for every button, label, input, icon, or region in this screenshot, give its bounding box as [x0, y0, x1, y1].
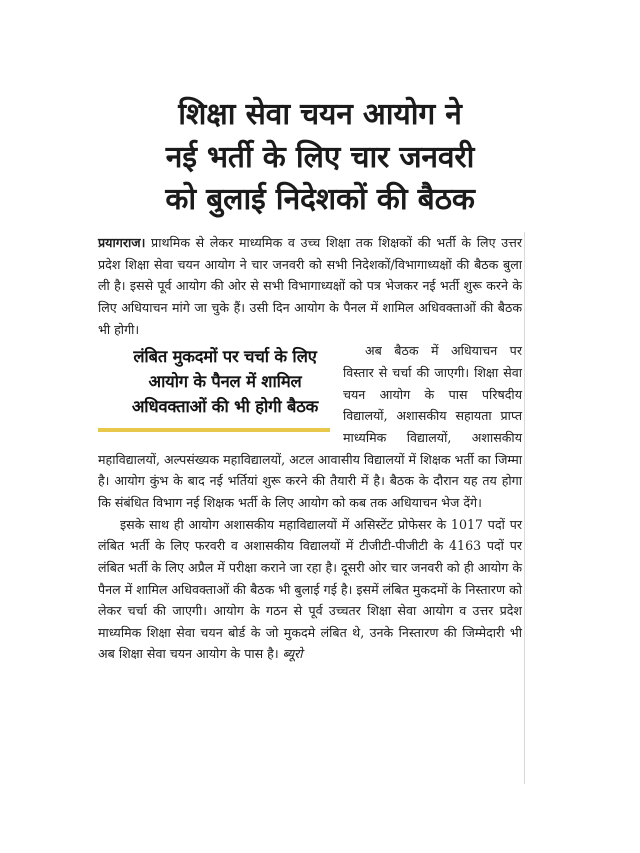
article-headline [100, 94, 540, 222]
paragraph-3 [98, 514, 522, 666]
pull-quote-line-1: लंबित मुकदमों पर चर्चा के लिए [133, 347, 317, 367]
column-rule [524, 232, 525, 784]
headline-line-2: नई भर्ती के लिए चार जनवरी [165, 139, 475, 175]
pull-quote-line-2: आयोग के पैनल में शामिल [148, 372, 302, 392]
pull-quote-line-3: अधिवक्ताओं की भी होगी बैठक [131, 397, 319, 417]
headline-line-3: को बुलाई निदेशकों की बैठक [165, 182, 475, 218]
paragraph-1 [98, 232, 522, 340]
paragraph-2 [98, 340, 522, 513]
pull-quote [98, 344, 330, 431]
paragraph-1-text: प्राथमिक से लेकर माध्यमिक व उच्च शिक्षा तक शिक्षकों की भर्ती के लिए उत्तर प्रदेश शिक्षा सेवा चयन आयोग ने चार जनवरी को सभी निदेशकों/विभागाध्यक्षों की बैठक बुला ली है। इससे पूर्व आयोग की ओर से सभी विभागाध्यक्षों को पत्र भेजकर नई भर्ती शुरू करने के लिए अधियाचन मांगे जा चुके हैं। उसी दिन आयोग के पैनल में शामिल अधिवक्ताओं की बैठक भी होगी। [98, 235, 522, 337]
dateline: प्रयागराज। [98, 235, 146, 250]
byline: ब्यूरो [282, 646, 303, 662]
headline-line-1: शिक्षा सेवा चयन आयोग ने [178, 97, 462, 133]
paragraph-2-text: अब बैठक में अधियाचन पर विस्तार से चर्चा की जाएगी। शिक्षा सेवा चयन आयोग के पास परिषदीय विद्यालयों, अशासकीय सहायता प्राप्त माध्यमिक विद्यालयों, अशासकीय महाविद्यालयों, अल्पसंख्यक महाविद्यालयों, अटल आवासीय विद्यालयों में शिक्षक भर्ती का जिम्मा है। आयोग कुंभ के बाद नई भर्तियां शुरू करने की तैयारी में है। बैठक के दौरान यह तय होगा कि संबंधित विभाग नई शिक्षक भर्ती के लिए आयोग को कब तक अधियाचन भेज देंगे। [98, 343, 522, 510]
article-body [98, 232, 522, 665]
paragraph-3-text: इसके साथ ही आयोग अशासकीय महाविद्यालयों में असिस्टेंट प्रोफेसर के 1017 पदों पर लंबित भर्ती के लिए फरवरी व अशासकीय विद्यालयों में टीजीटी-पीजीटी के 4163 पदों पर लंबित भर्ती के लिए अप्रैल में परीक्षा कराने जा रहा है। दूसरी ओर चार जनवरी को ही आयोग के पैनल में शामिल अधिवक्ताओं की बैठक भी बुलाई गई है। इसमें लंबित मुकदमों के निस्तारण को लेकर चर्चा की जाएगी। आयोग के गठन से पूर्व उच्चतर शिक्षा सेवा आयोग व उत्तर प्रदेश माध्यमिक शिक्षा सेवा चयन बोर्ड के जो मुकदमे लंबित थे, उनके निस्तारण की जिम्मेदारी भी अब शिक्षा सेवा चयन आयोग के पास है। [98, 516, 522, 662]
